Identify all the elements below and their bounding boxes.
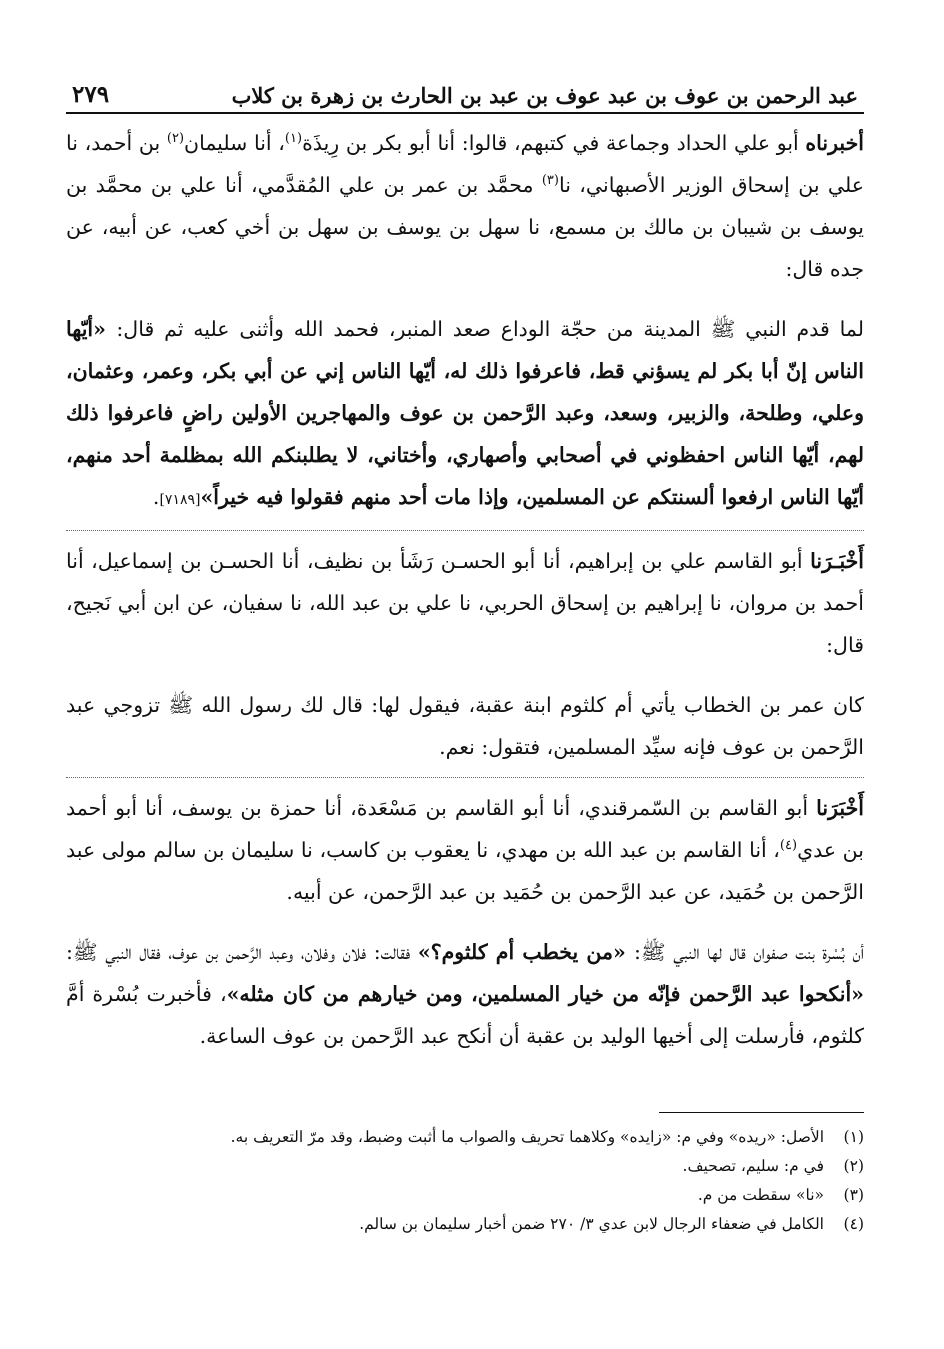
- footnote: [66, 1181, 864, 1210]
- footnote-ref-3: (٣): [541, 173, 559, 189]
- footnote-number: (٤): [843, 1215, 864, 1233]
- hadith-number: [٧١٨٩]: [159, 492, 201, 508]
- footnotes: [66, 1123, 864, 1239]
- paragraph-isnad-1: [66, 122, 864, 299]
- footnote: [66, 1152, 864, 1181]
- paragraph-matn-3: [66, 931, 864, 1066]
- footnote-ref-4: (٤): [779, 838, 798, 854]
- hadith-quote: «أنكحوا عبد الرَّحمن فإنّه من خيار المسلمين، ومن خيارهم من كان مثله»: [226, 982, 864, 1006]
- isnad-lead: أخبرناه: [805, 131, 864, 155]
- text-run: أبو القاسم بن السّمرقندي، أنا أبو القاسم بن مَسْعَدة، أنا حمزة بن يوسف، أنا أبو أحمد بن عدي: [66, 796, 864, 862]
- footnote-text: الكامل في ضعفاء الرجال لابن عدي ٣/ ٢٧٠ ضمن أخبار سليمان بن سالم.: [359, 1215, 824, 1233]
- text-run: محمَّد بن عمر بن علي المُقدَّمي، أنا علي بن محمَّد بن يوسف بن شيبان بن مالك بن مسمع، نا سهل بن يوسف بن سهل بن أخي كعب، عن أبيه، عن جده قال:: [66, 173, 864, 281]
- footnote-divider: [659, 1112, 864, 1113]
- text-run: ، أنا سليمان: [184, 131, 285, 155]
- footnote-ref-1: (١): [284, 131, 303, 147]
- text-run: .: [152, 485, 160, 509]
- text-run: ، أنا القاسم بن عبد الله بن مهدي، نا يعقوب بن كاسب، نا سليمان بن سالم مولى عبد الرَّحمن بن حُمَيد، عن عبد الرَّحمن بن حُمَيد بن عبد الرَّحمن، عن أبيه.: [66, 838, 864, 904]
- footnote-text: «نا» سقطت من م.: [697, 1186, 824, 1204]
- hadith-quote: «من يخطب أم كلثوم؟»: [417, 940, 634, 964]
- text-run: فقالت: فلان وفلان، وعبد الرَّحمن بن عوف، فقال النبي ﷺ:: [66, 940, 418, 964]
- text-run: كان عمر بن الخطاب يأتي أم كلثوم ابنة عقبة، فيقول لها: قال لك رسول الله ﷺ تزوجي عبد الرَّحمن بن عوف فإنه سيِّد المسلمين، فتقول: نعم.: [66, 693, 864, 759]
- page-header: [66, 62, 864, 114]
- running-head: عبد الرحمن بن عوف بن عبد عوف بن عبد بن الحارث بن زهرة بن كلاب: [231, 83, 858, 108]
- footnote: [66, 1210, 864, 1239]
- footnote-number: (٢): [843, 1157, 864, 1175]
- footnote-number: (٣): [843, 1186, 864, 1204]
- footnote-text: الأصل: «ريده» وفي م: «زايده» وكلاهما تحريف والصواب ما أثبت وضبط، وقد مرّ التعريف به.: [230, 1128, 824, 1146]
- isnad-lead: أَخْبَرَنا: [816, 796, 864, 820]
- page-number: ٢٧٩: [72, 81, 110, 108]
- paragraph-matn-1: [66, 308, 864, 531]
- text-run: لما قدم النبي ﷺ المدينة من حجّة الوداع صعد المنبر، فحمد الله وأثنى عليه ثم قال:: [116, 317, 864, 341]
- paragraph-isnad-2: [66, 540, 864, 675]
- isnad-lead: أَخْبَـرَنا: [810, 549, 864, 573]
- main-text: [66, 122, 864, 1066]
- paragraph-isnad-3: [66, 787, 864, 922]
- footnote-text: في م: سليم، تصحيف.: [682, 1157, 824, 1175]
- footnote-number: (١): [843, 1128, 864, 1146]
- text-run: أبو القاسم علي بن إبراهيم، أنا أبو الحسـن رَشَأ بن نظيف، أنا الحسـن بن إسماعيل، أنا أحمد بن مروان، نا إبراهيم بن إسحاق الحربي، نا علي بن عبد الله، نا سفيان، عن ابن أبي نَجيح، قال:: [66, 549, 864, 657]
- paragraph-matn-2: [66, 684, 864, 778]
- text-run: أبو علي الحداد وجماعة في كتبهم، قالوا: أنا أبو بكر بن رِيذَة: [302, 131, 806, 155]
- footnote-ref-2: (٢): [166, 131, 185, 147]
- text-run: ، فأخبرت بُسْرة أمَّ كلثوم، فأرسلت إلى أخيها الوليد بن عقبة أن أنكح عبد الرَّحمن بن عوف الساعة.: [66, 982, 864, 1048]
- text-run: بن أحمد، نا علي بن إسحاق الوزير الأصبهاني، نا: [66, 131, 864, 197]
- text-run: أن بُسْرة بنت صفوان قال لها النبي ﷺ:: [633, 940, 864, 964]
- footnote: [66, 1123, 864, 1152]
- hadith-quote: «أيّها الناس إنّ أبا بكر لم يسؤني قط، فاعرفوا ذلك له، أيّها الناس إني عن أبي بكر، وعمر، وعثمان، وعلي، وطلحة، والزبير، وسعد، وعبد الرَّحمن بن عوف والمهاجرين الأولين راضٍ فاعرفوا ذلك لهم، أيّها الناس احفظوني في أصحابي وأصهاري، وأختاني، لا يطلبنكم الله بمظلمة أحد منهم، أيّها الناس ارفعوا ألسنتكم عن المسلمين، وإذا مات أحد منهم فقولوا فيه خيراً»: [66, 317, 864, 509]
